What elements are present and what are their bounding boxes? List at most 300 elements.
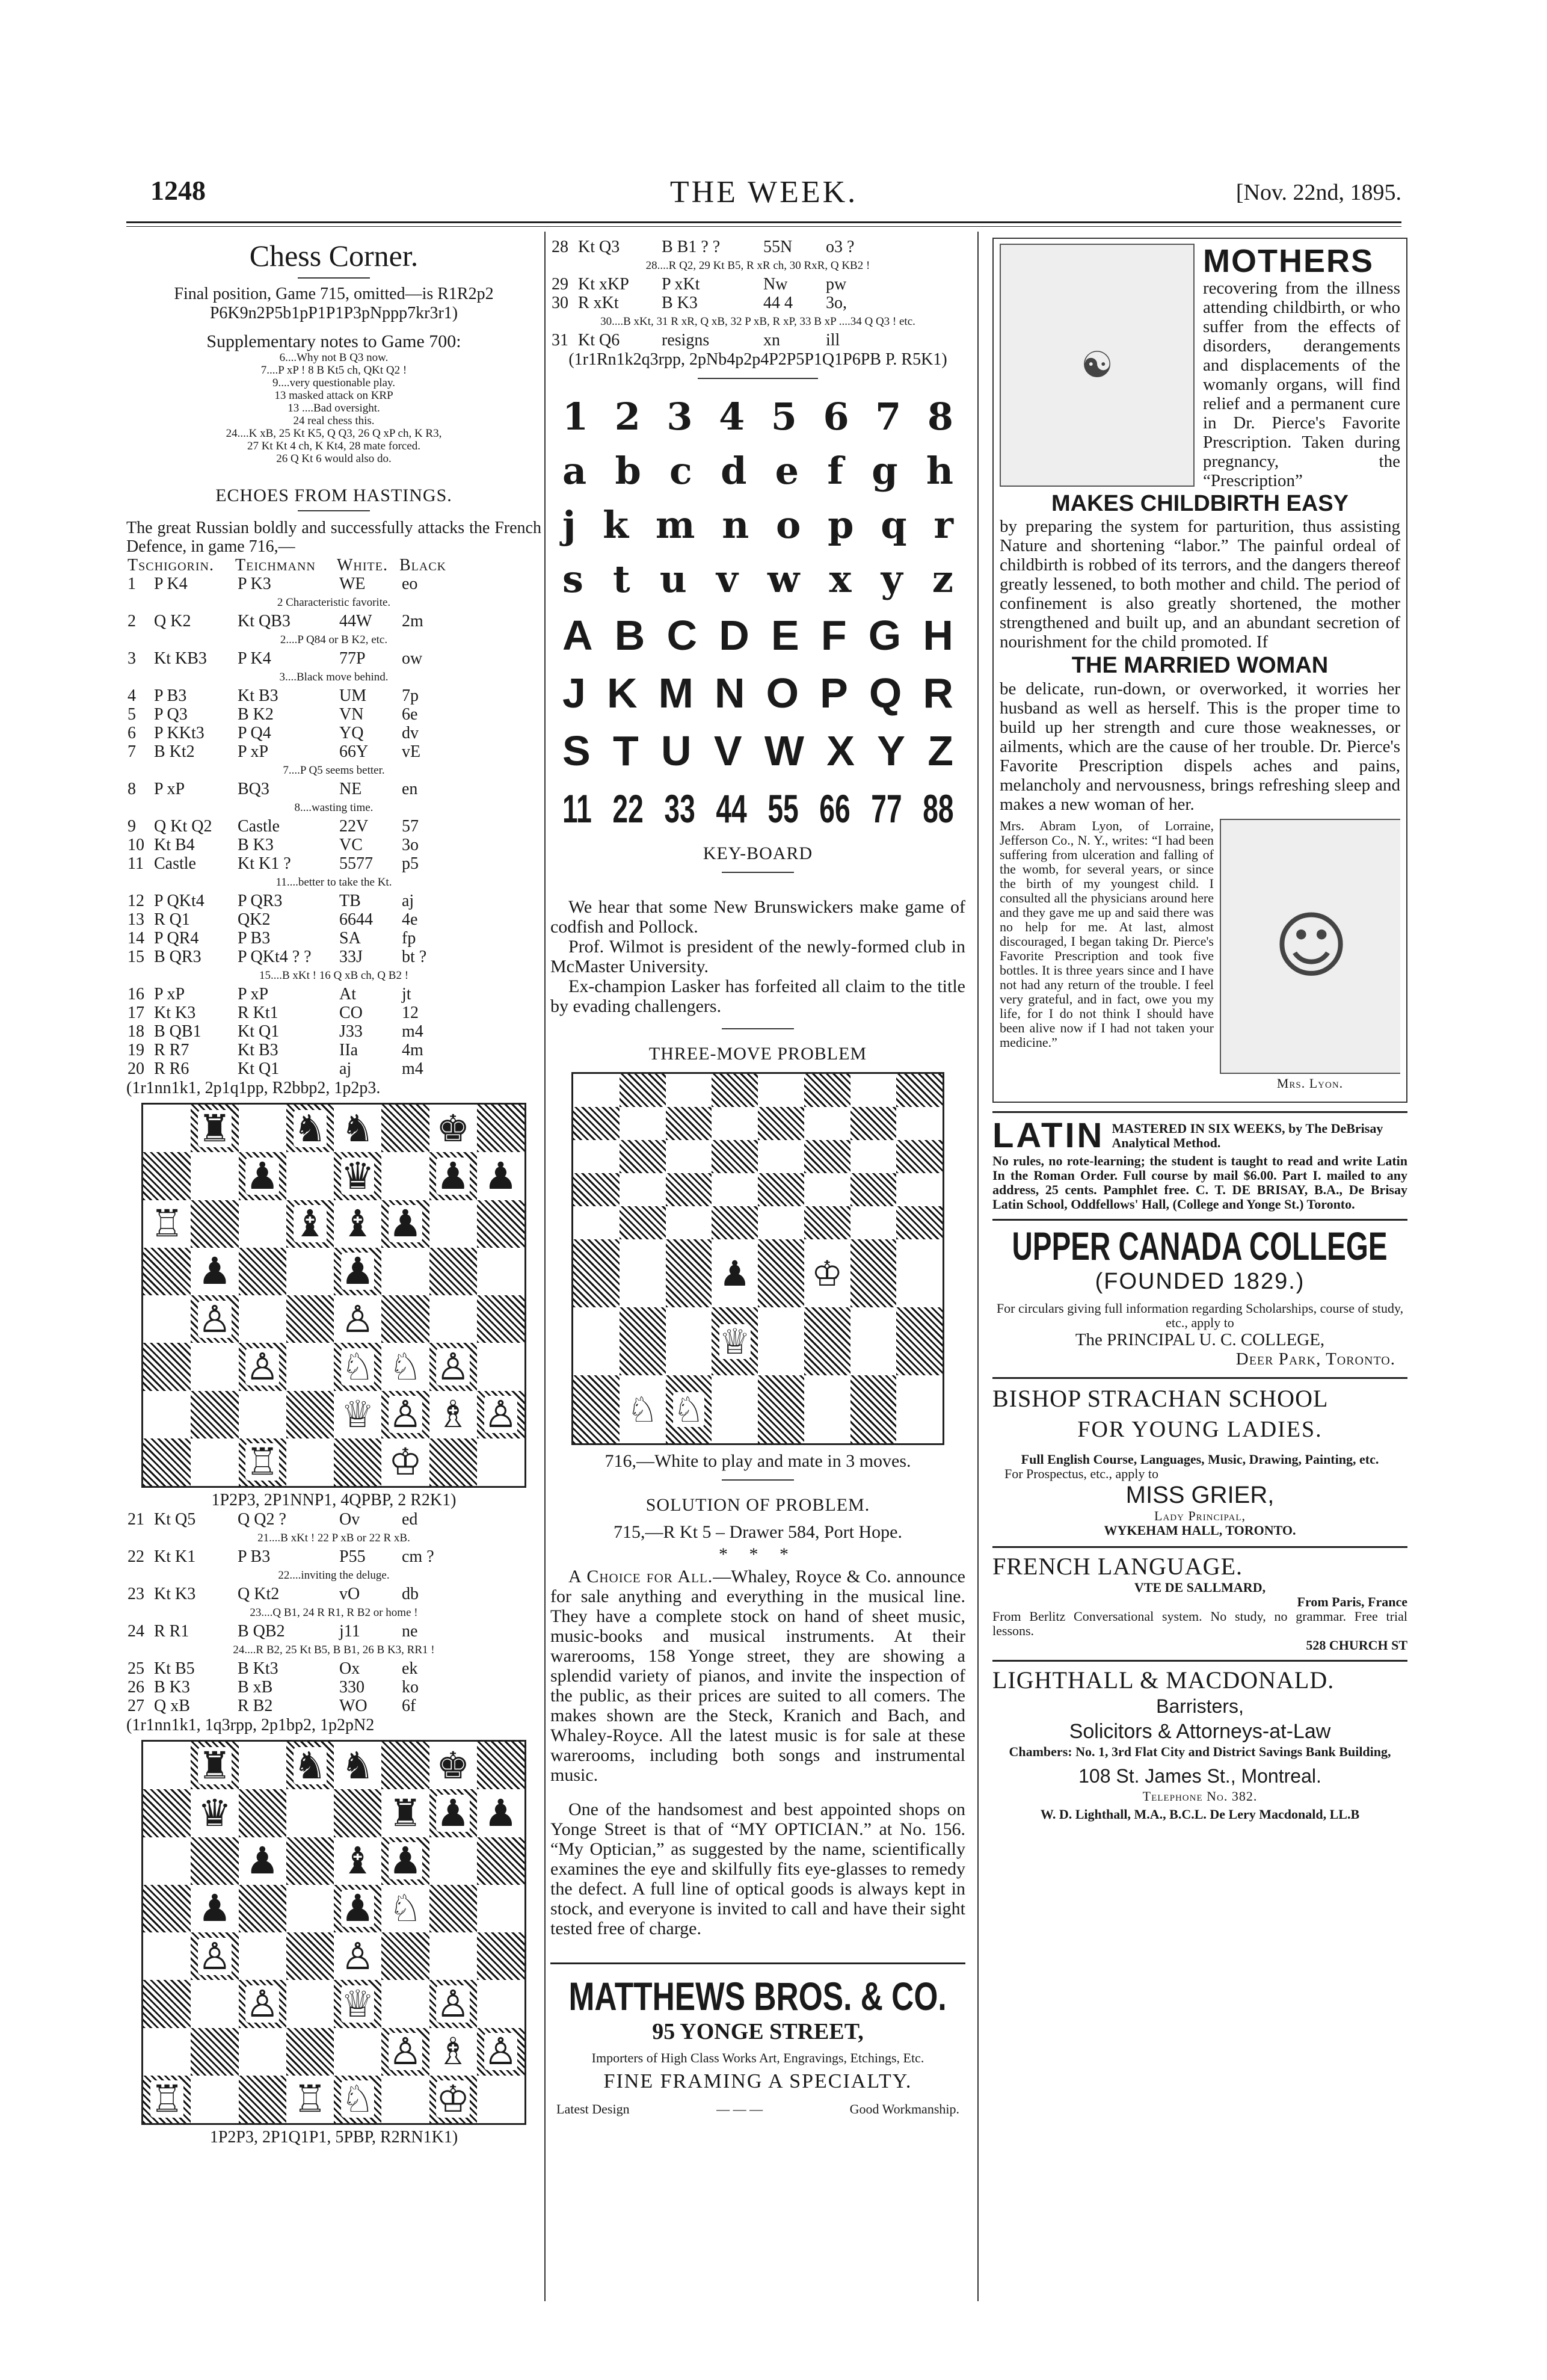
board-square <box>191 1343 238 1390</box>
black-pawn-icon: ♟ <box>340 1249 375 1293</box>
board-square <box>758 1074 804 1107</box>
white-bishop-icon: ♗ <box>436 1392 470 1437</box>
board-square <box>758 1206 804 1239</box>
col-head: Teichmann <box>235 556 316 575</box>
divider <box>722 1028 794 1029</box>
move-number: 14 <box>128 929 144 948</box>
divider <box>698 378 818 379</box>
black-pawn-icon: ♟ <box>436 1790 470 1835</box>
move-row <box>126 761 541 780</box>
white-code: 22V <box>339 817 369 836</box>
board-square <box>804 1074 850 1107</box>
white-pawn-icon: ♙ <box>245 1344 279 1389</box>
move-column-heads <box>126 556 541 575</box>
portrait-block <box>1220 819 1400 1093</box>
board-square <box>666 1074 712 1107</box>
black-code: bt ? <box>402 948 427 966</box>
key-glyph: k <box>603 503 629 547</box>
black-code: ko <box>402 1678 419 1697</box>
board-square <box>239 1837 286 1885</box>
black-move: P QR3 <box>238 892 283 910</box>
move-row <box>550 312 965 331</box>
board-square <box>191 1742 238 1789</box>
white-move: R R1 <box>154 1622 189 1641</box>
fen-bottom-1: 1P2P3, 2P1NNP1, 4QPBP, 2 R2K1) <box>211 1491 457 1509</box>
white-queen-icon: ♕ <box>340 1981 375 2026</box>
key-glyph: 44 <box>716 786 747 831</box>
black-queen-icon: ♛ <box>340 1153 375 1198</box>
board-square <box>143 1152 191 1200</box>
white-move: B Kt2 <box>154 742 195 761</box>
board-square <box>381 1932 429 1980</box>
move-row <box>126 705 541 724</box>
board-square <box>239 1885 286 1932</box>
choice-lead: A Choice for All. <box>568 1567 713 1586</box>
board-square <box>620 1107 666 1140</box>
key-glyph: f <box>827 449 844 493</box>
masthead-title: THE WEEK. <box>669 175 858 209</box>
move-number: 19 <box>128 1041 144 1059</box>
key-row-lower-3 <box>562 552 953 606</box>
board-square <box>758 1375 804 1443</box>
board-square <box>286 1391 334 1438</box>
black-move: B K2 <box>238 705 274 724</box>
black-move: Kt B3 <box>238 686 278 705</box>
board-square <box>573 1074 620 1107</box>
white-code: j11 <box>339 1622 360 1641</box>
bishop-role: Lady Principal, <box>1154 1508 1246 1523</box>
black-code: ek <box>402 1659 418 1678</box>
board-square <box>429 1789 477 1837</box>
choice-paragraph <box>550 1567 965 1785</box>
black-pawn-icon: ♟ <box>340 1886 375 1931</box>
board-square <box>191 1295 238 1343</box>
french-title: FRENCH LANGUAGE. <box>992 1553 1243 1580</box>
white-code: CO <box>339 1003 363 1022</box>
key-glyph: c <box>669 449 692 493</box>
board-square <box>850 1140 897 1173</box>
board-square <box>191 1789 238 1837</box>
board-square <box>712 1140 758 1173</box>
move-number: 6 <box>128 724 136 742</box>
move-note: 3....Black move behind. <box>279 671 389 683</box>
mothers-text: recovering from the illness attending childbirth, or who suffer from the effects of disorders, derangements and displacements of the womanly organs, will find relief and a permanent cure in Dr. Pierce's Favorite Prescription. Taken during pregnancy, the “Prescription” <box>1203 279 1400 490</box>
french-ad <box>992 1546 1407 1653</box>
board-square <box>758 1107 804 1140</box>
board-square <box>239 2028 286 2076</box>
white-king-icon: ♔ <box>436 2077 470 2121</box>
key-row-lower-2 <box>562 498 953 552</box>
supp-note: 6....Why not B Q3 now. <box>279 351 389 364</box>
board-square <box>239 1105 286 1152</box>
key-glyph: 5 <box>770 395 797 439</box>
move-row <box>126 1659 541 1678</box>
white-code: At <box>339 985 356 1003</box>
fen-bottom-2: 1P2P3, 2P1Q1P1, 5PBP, R2RN1K1) <box>209 2128 458 2147</box>
key-glyph: 1 <box>562 395 589 439</box>
board-square <box>143 1789 191 1837</box>
middle-column <box>550 238 965 2119</box>
lighthall-names: W. D. Lighthall, M.A., B.C.L. De Lery Macdonald, LL.B <box>1040 1807 1360 1822</box>
supp-note: 24 real chess this. <box>293 415 375 427</box>
key-glyph: n <box>722 503 749 547</box>
board-square <box>143 1248 191 1295</box>
header-rule-thin <box>126 226 1401 227</box>
white-code: NE <box>339 780 362 798</box>
move-number: 7 <box>128 742 136 761</box>
board-square <box>573 1140 620 1173</box>
board-square <box>286 1343 334 1390</box>
white-queen-icon: ♕ <box>340 1392 375 1437</box>
white-code: 66Y <box>339 742 369 761</box>
board-square <box>429 1200 477 1248</box>
move-note: 24....R B2, 25 Kt B5, B B1, 26 B K3, RR1 ! <box>233 1644 435 1656</box>
move-row <box>126 1641 541 1659</box>
moves-table-1 <box>126 575 541 1078</box>
black-move: B xB <box>238 1678 273 1697</box>
black-pawn-icon: ♟ <box>436 1153 470 1198</box>
solution-text: 715,—R Kt 5 – Drawer 584, Port Hope. <box>614 1522 902 1542</box>
white-knight-icon: ♘ <box>340 2077 375 2121</box>
white-pawn-icon: ♙ <box>484 1392 518 1437</box>
move-number: 5 <box>128 705 136 724</box>
key-glyph: 77 <box>871 786 902 831</box>
matthews-good: Good Workmanship. <box>849 2101 959 2116</box>
key-glyph: 11 <box>562 786 592 831</box>
white-code: 33J <box>339 948 363 966</box>
board-square <box>429 1391 477 1438</box>
latin-sub: MASTERED IN SIX WEEKS, by The DeBrisay Analytical Method. <box>1112 1121 1383 1150</box>
move-note: 7....P Q5 seems better. <box>283 764 385 777</box>
board-square <box>896 1107 943 1140</box>
key-glyph: r <box>933 503 953 547</box>
key-glyph: Z <box>927 727 953 774</box>
move-number: 3 <box>128 649 136 668</box>
board-square <box>666 1307 712 1375</box>
black-move: Q Q2 ? <box>238 1510 286 1529</box>
board-square <box>429 1980 477 2027</box>
move-number: 26 <box>128 1678 144 1697</box>
board-square <box>620 1307 666 1375</box>
lighthall-ad <box>992 1660 1407 1822</box>
board-square <box>381 2076 429 2123</box>
move-number: 4 <box>128 686 136 705</box>
lighthall-phone: Telephone No. 382. <box>1142 1789 1258 1804</box>
latin-title: LATIN <box>992 1116 1105 1155</box>
black-knight-icon: ♞ <box>340 1106 375 1150</box>
black-code: vE <box>402 742 421 761</box>
white-code: Ov <box>339 1510 360 1529</box>
board-square <box>334 1932 381 1980</box>
supp-note: 13 masked attack on KRP <box>274 389 393 402</box>
key-glyph: 22 <box>612 786 644 831</box>
white-move: Kt B4 <box>154 836 195 854</box>
board-square <box>143 1105 191 1152</box>
news-item: Prof. Wilmot is president of the newly-formed club in McMaster University. <box>550 937 965 976</box>
board-square <box>477 1789 524 1837</box>
white-rook-icon: ♖ <box>293 2077 327 2121</box>
white-move: R xKt <box>578 294 619 312</box>
board-square <box>477 1837 524 1885</box>
board-square <box>286 1980 334 2027</box>
board-square <box>666 1239 712 1307</box>
move-number: 20 <box>128 1059 144 1078</box>
bishop-title: BISHOP STRACHAN SCHOOL <box>992 1385 1329 1412</box>
board-square <box>804 1206 850 1239</box>
move-number: 11 <box>128 854 144 873</box>
black-code: 4m <box>402 1041 423 1059</box>
white-pawn-icon: ♙ <box>389 1392 422 1437</box>
black-code: pw <box>826 275 847 294</box>
move-note: 15....B xKt ! 16 Q xB ch, Q B2 ! <box>259 969 409 982</box>
supp-note: 26 Q Kt 6 would also do. <box>276 452 392 465</box>
key-glyph: Y <box>877 727 905 774</box>
board-square <box>381 1391 429 1438</box>
black-code: 2m <box>402 612 423 630</box>
key-glyph: O <box>766 670 799 717</box>
board-square <box>896 1140 943 1173</box>
black-rook-icon: ♜ <box>389 1790 422 1835</box>
black-move: R Kt1 <box>238 1003 278 1022</box>
white-rook-icon: ♖ <box>245 1440 279 1484</box>
matthews-line: Importers of High Class Works Art, Engravings, Etchings, Etc. <box>591 2050 924 2065</box>
board-square <box>143 1980 191 2027</box>
key-glyph: s <box>562 557 583 601</box>
board-square <box>334 1438 381 1486</box>
board-square <box>286 1885 334 1932</box>
childbirth-text: by preparing the system for parturition, thus assisting Nature and shortening “labor.” The painful ordeal of childbirth is robbed of its terrors, and the dangers thereof greatly lessened, to both mother and child. The period of confinement is also greatly shortened, the mother strengthened and built up, and an abundant secretion of nourishment for the child promoted. If <box>1000 517 1400 652</box>
board-square <box>620 1206 666 1239</box>
black-king-icon: ♚ <box>436 1106 470 1150</box>
french-from: From Paris, France <box>1297 1594 1407 1609</box>
white-code: WE <box>339 575 366 593</box>
board-square <box>239 1980 286 2027</box>
black-move: P K4 <box>238 649 271 668</box>
board-square <box>381 1343 429 1390</box>
move-number: 16 <box>128 985 144 1003</box>
black-move: P QKt4 ? ? <box>238 948 312 966</box>
black-code: db <box>402 1585 419 1603</box>
move-note: 30....B xKt, 31 R xR, Q xB, 32 P xB, R xP, 33 B xP ....34 Q Q3 ! etc. <box>600 315 915 328</box>
board-square <box>712 1107 758 1140</box>
key-glyph: 8 <box>927 395 953 439</box>
move-row <box>126 1059 541 1078</box>
lighthall-address: 108 St. James St., Montreal. <box>1078 1765 1321 1787</box>
black-move: B Kt3 <box>238 1659 278 1678</box>
board-square <box>191 1837 238 1885</box>
board-square <box>573 1375 620 1443</box>
key-glyph: o <box>776 503 801 547</box>
key-row-upper-2 <box>562 664 953 722</box>
supplementary-notes <box>126 351 541 465</box>
white-move: P B3 <box>154 686 187 705</box>
board-square <box>143 1932 191 1980</box>
board-square <box>239 1295 286 1343</box>
white-code: 44W <box>339 612 372 630</box>
white-knight-icon: ♘ <box>389 1344 422 1389</box>
white-code: 6644 <box>339 910 373 929</box>
white-code: 44 4 <box>763 294 793 312</box>
board-square <box>620 1239 666 1307</box>
white-move: Q K2 <box>154 612 191 630</box>
white-move: Kt K1 <box>154 1547 196 1566</box>
black-code: ne <box>402 1622 418 1641</box>
key-glyph: 2 <box>614 395 641 439</box>
matthews-address: 95 YONGE STREET, <box>652 2019 864 2044</box>
board-square <box>334 1837 381 1885</box>
board-square <box>758 1307 804 1375</box>
move-row <box>126 1585 541 1603</box>
board-square <box>573 1307 620 1375</box>
board-square <box>334 1152 381 1200</box>
board-square <box>239 1248 286 1295</box>
board-square <box>286 1295 334 1343</box>
board-square <box>804 1239 850 1307</box>
key-board <box>550 390 965 837</box>
key-glyph: w <box>767 557 800 601</box>
board-square <box>620 1074 666 1107</box>
board-square <box>477 2028 524 2076</box>
move-number: 22 <box>128 1547 144 1566</box>
move-number: 23 <box>128 1585 144 1603</box>
white-pawn-icon: ♙ <box>340 1934 375 1978</box>
supplementary-heading: Supplementary notes to Game 700: <box>206 331 461 351</box>
board-square <box>429 1932 477 1980</box>
problem-caption: 716,—White to play and mate in 3 moves. <box>604 1451 911 1471</box>
board-square <box>804 1375 850 1443</box>
white-code: aj <box>339 1059 352 1078</box>
white-move: Q xB <box>154 1697 190 1715</box>
board-square <box>850 1375 897 1443</box>
key-glyph: d <box>721 449 747 493</box>
black-code: 57 <box>402 817 419 836</box>
key-glyph: 4 <box>719 395 745 439</box>
black-move: B QB2 <box>238 1622 285 1641</box>
board-square <box>429 1343 477 1390</box>
board-square <box>286 1200 334 1248</box>
black-code: en <box>402 780 418 798</box>
white-move: Q Kt Q2 <box>154 817 212 836</box>
white-code: VN <box>339 705 364 724</box>
board-square <box>429 1885 477 1932</box>
ucc-address: Deer Park, Toronto. <box>1235 1349 1395 1369</box>
board-square <box>477 1980 524 2027</box>
black-code: 4e <box>402 910 418 929</box>
lighthall-barristers: Barristers, <box>1156 1695 1244 1717</box>
white-move: P xP <box>154 985 185 1003</box>
white-move: P Q3 <box>154 705 188 724</box>
bishop-sub: FOR YOUNG LADIES. <box>1077 1417 1323 1442</box>
key-glyph: Q <box>869 670 902 717</box>
move-note: 2....P Q84 or B K2, etc. <box>280 634 388 646</box>
move-row <box>126 780 541 798</box>
white-rook-icon: ♖ <box>150 2077 184 2121</box>
matthews-framing: FINE FRAMING A SPECIALTY. <box>603 2070 912 2092</box>
white-move: B QB1 <box>154 1022 201 1041</box>
board-square <box>758 1140 804 1173</box>
white-move: Castle <box>154 854 196 873</box>
board-square <box>381 1885 429 1932</box>
mother-illustration-icon: ☯ <box>1000 244 1195 487</box>
board-square <box>477 1152 524 1200</box>
black-code: ow <box>402 649 423 668</box>
board-square <box>477 1438 524 1486</box>
board-square <box>381 2028 429 2076</box>
white-code: 77P <box>339 649 366 668</box>
white-pawn-icon: ♙ <box>340 1296 375 1341</box>
key-glyph: 55 <box>767 786 799 831</box>
board-square <box>620 1173 666 1206</box>
key-glyph: H <box>923 612 953 659</box>
board-square <box>850 1206 897 1239</box>
move-number: 24 <box>128 1622 144 1641</box>
bishop-apply: For Prospectus, etc., apply to <box>1004 1466 1159 1481</box>
board-square <box>191 1885 238 1932</box>
black-move: B K3 <box>238 836 274 854</box>
key-glyph: 33 <box>664 786 695 831</box>
black-code: o3 ? <box>826 238 855 256</box>
board-square <box>712 1307 758 1375</box>
board-square <box>286 2076 334 2123</box>
white-move: R Q1 <box>154 910 190 929</box>
white-code: UM <box>339 686 367 705</box>
white-bishop-icon: ♗ <box>436 2029 470 2074</box>
supp-note: 24....K xB, 25 Kt K5, Q Q3, 26 Q xP ch, K R3, <box>226 427 442 440</box>
white-knight-icon: ♘ <box>340 1344 375 1389</box>
board-square <box>666 1107 712 1140</box>
key-glyph: W <box>764 727 804 774</box>
move-number: 2 <box>128 612 136 630</box>
board-square <box>334 1200 381 1248</box>
key-glyph: q <box>881 503 907 547</box>
board-square <box>143 1438 191 1486</box>
move-row <box>126 948 541 966</box>
move-note: 22....inviting the deluge. <box>278 1569 390 1582</box>
lighthall-solicitors: Solicitors & Attorneys-at-Law <box>1069 1720 1331 1743</box>
board-square <box>286 1789 334 1837</box>
fen-3: (1r1Rn1k2q3rpp, 2pNb4p2p4P2P5P1Q1P6PB P. R5K1) <box>568 350 947 369</box>
white-pawn-icon: ♙ <box>198 1934 232 1978</box>
board-square <box>850 1307 897 1375</box>
move-row <box>126 910 541 929</box>
echoes-intro: The great Russian boldly and successfully attacks the French Defence, in game 716,— <box>126 519 541 556</box>
move-row <box>550 275 965 294</box>
black-move: Castle <box>238 817 280 836</box>
board-square <box>896 1307 943 1375</box>
board-square <box>381 1200 429 1248</box>
bishop-address: WYKEHAM HALL, TORONTO. <box>1104 1523 1296 1538</box>
board-square <box>712 1375 758 1443</box>
move-row <box>126 1566 541 1585</box>
move-row <box>126 798 541 817</box>
move-row <box>126 854 541 873</box>
black-bishop-icon: ♝ <box>340 1839 375 1883</box>
move-note: 2 Characteristic favorite. <box>277 596 391 609</box>
board-square <box>239 1200 286 1248</box>
board-square <box>191 1200 238 1248</box>
board-square <box>477 1295 524 1343</box>
move-number: 31 <box>552 331 568 350</box>
key-glyph: x <box>829 557 852 601</box>
board-square <box>334 1980 381 2027</box>
key-glyph: m <box>655 503 695 547</box>
divider <box>722 1479 794 1481</box>
black-move: BQ3 <box>238 780 269 798</box>
move-row <box>550 294 965 312</box>
col-head: Black <box>399 556 447 575</box>
white-move: B QR3 <box>154 948 201 966</box>
black-king-icon: ♚ <box>436 1743 470 1787</box>
